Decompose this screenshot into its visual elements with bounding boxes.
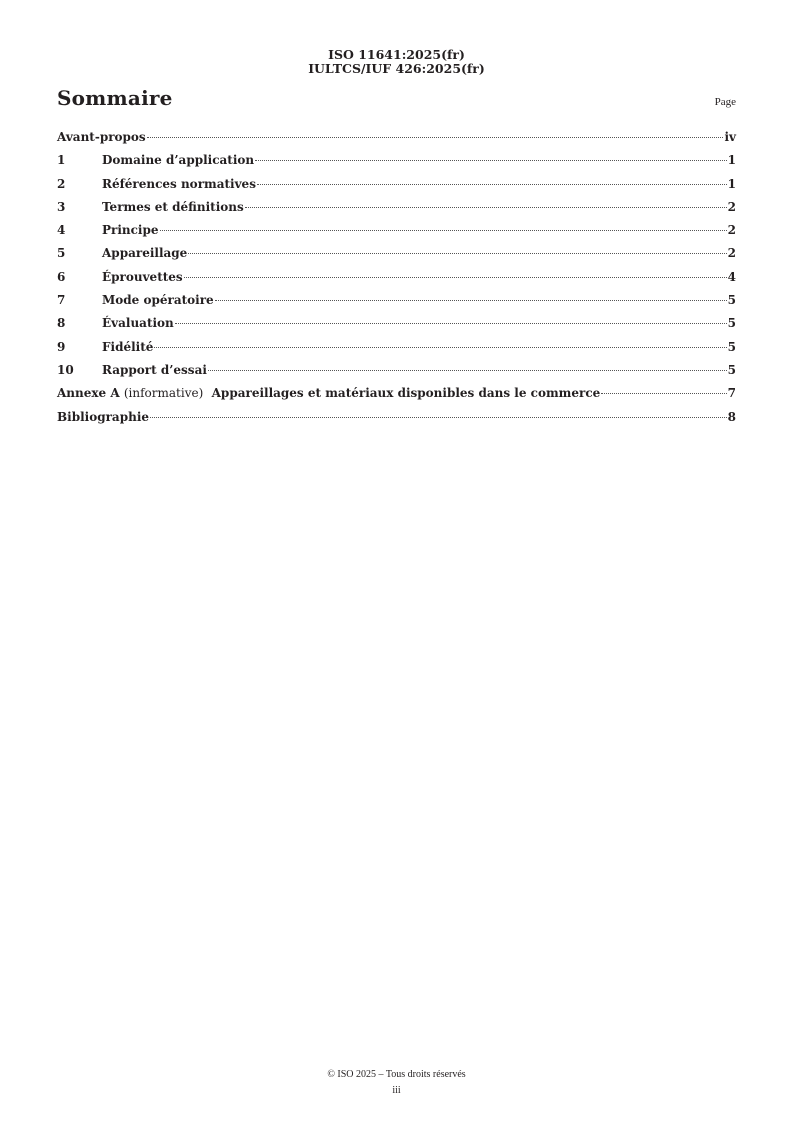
toc-entry-label: Avant-propos (57, 130, 146, 144)
toc-entry-label: Principe (102, 223, 159, 238)
page-number: iii (392, 1085, 401, 1096)
title-row (57, 86, 736, 110)
annex-title: Appareillages et matériaux disponibles dans le commerce (211, 386, 601, 401)
toc-entry-number: 10 (57, 362, 74, 377)
toc-entry-page: 2 (727, 199, 736, 214)
page-column-label: Page (714, 96, 736, 108)
toc-entry-label (57, 386, 600, 400)
toc-entry-label: Domaine d’application (102, 153, 255, 168)
toc-entry-page: 7 (727, 386, 736, 401)
dot-leader (150, 417, 727, 418)
toc-entry-foreword[interactable] (57, 130, 736, 153)
toc-entry-6[interactable] (57, 270, 736, 293)
dot-leader (184, 277, 727, 278)
toc-entry-number: 4 (57, 223, 66, 238)
standard-reference: ISO 11641:2025(fr) (328, 47, 465, 62)
toc-entry-label: Termes et définitions (102, 199, 244, 214)
toc-entry-2[interactable] (57, 177, 736, 200)
toc-entry-page: 4 (727, 269, 736, 284)
annex-prefix: Annexe A (57, 386, 120, 401)
toc-entry-number: 2 (57, 176, 66, 191)
toc-entry-number: 3 (57, 199, 66, 214)
dot-leader (255, 160, 727, 161)
dot-leader (147, 137, 724, 138)
toc-entry-number: 1 (57, 153, 66, 168)
toc-entry-9[interactable] (57, 340, 736, 363)
toc-entry-8[interactable] (57, 316, 736, 339)
dot-leader (245, 207, 727, 208)
toc-entry-5[interactable] (57, 246, 736, 269)
page-footer (0, 1067, 793, 1099)
toc-entry-10[interactable] (57, 363, 736, 386)
toc-entry-label: Bibliographie (57, 409, 150, 424)
dot-leader (188, 253, 726, 254)
toc-entry-label: Mode opératoire (102, 293, 214, 308)
toc-entry-page: 2 (727, 246, 736, 261)
toc-entry-bibliography[interactable] (57, 410, 736, 433)
toc-entry-label: Évaluation (102, 316, 174, 331)
toc-entry-page: 1 (727, 176, 736, 191)
dot-leader (257, 184, 727, 185)
toc-entry-annex-a[interactable] (57, 386, 736, 409)
toc-entry-label: Appareillage (102, 246, 188, 261)
standard-reference-secondary: IULTCS/IUF 426:2025(fr) (308, 61, 485, 76)
toc-entry-4[interactable] (57, 223, 736, 246)
table-of-contents (57, 130, 736, 433)
copyright-notice: © ISO 2025 – Tous droits réservés (327, 1069, 466, 1080)
toc-entry-label: Rapport d’essai (102, 362, 207, 377)
dot-leader (160, 230, 727, 231)
toc-entry-label: Références normatives (102, 176, 256, 191)
dot-leader (154, 347, 726, 348)
toc-entry-page: 5 (727, 316, 736, 331)
toc-entry-page: 2 (727, 223, 736, 238)
document-header (0, 48, 793, 76)
toc-entry-number: 5 (57, 246, 66, 261)
toc-entry-page: iv (724, 130, 736, 144)
toc-entry-page: 5 (727, 293, 736, 308)
toc-entry-page: 1 (727, 153, 736, 168)
toc-entry-label: Éprouvettes (102, 269, 183, 284)
toc-entry-3[interactable] (57, 200, 736, 223)
toc-entry-1[interactable] (57, 153, 736, 176)
toc-entry-number: 8 (57, 316, 66, 331)
annex-qualifier: (informative) (123, 386, 204, 401)
toc-entry-page: 5 (727, 339, 736, 354)
dot-leader (175, 323, 727, 324)
dot-leader (208, 370, 727, 371)
dot-leader (215, 300, 727, 301)
toc-entry-number: 9 (57, 339, 66, 354)
toc-entry-7[interactable] (57, 293, 736, 316)
toc-entry-label: Fidélité (102, 339, 154, 354)
toc-entry-number: 7 (57, 293, 66, 308)
toc-entry-page: 5 (727, 362, 736, 377)
toc-entry-page: 8 (727, 409, 736, 424)
dot-leader (601, 393, 726, 394)
toc-entry-number: 6 (57, 269, 66, 284)
page-title: Sommaire (57, 86, 173, 110)
